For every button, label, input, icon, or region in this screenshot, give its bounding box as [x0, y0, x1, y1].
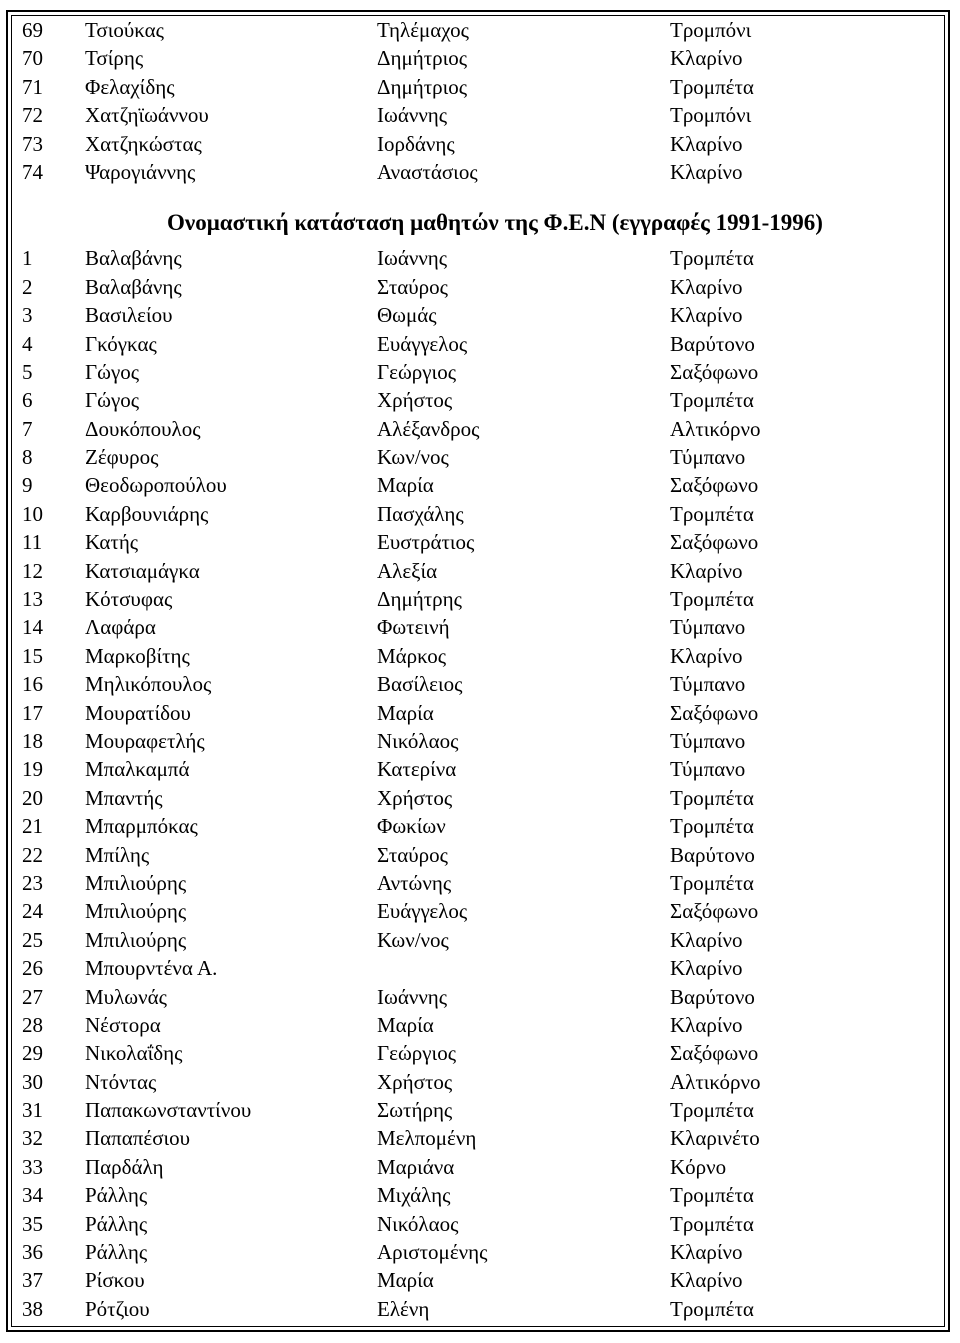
row-number: 32	[22, 1126, 43, 1151]
table-row	[0, 386, 960, 414]
first-name-cell: Σταύρος	[377, 842, 448, 867]
row-number: 12	[22, 558, 43, 583]
instrument-cell: Τρομπέτα	[670, 501, 754, 526]
instrument-cell: Τρομπέτα	[670, 870, 754, 895]
table-row	[0, 330, 960, 358]
table-row	[0, 158, 960, 186]
instrument-cell: Τρομπόνι	[670, 103, 752, 128]
surname-cell: Μπουρντένα Α.	[85, 956, 218, 981]
first-name-cell: Αναστάσιος	[377, 159, 478, 184]
table-row	[0, 1011, 960, 1039]
first-name-cell: Ιωάννης	[377, 984, 448, 1009]
first-name-cell: Πασχάλης	[377, 501, 464, 526]
surname-cell: Χατζηκώστας	[85, 131, 202, 156]
surname-cell: Μπιλιούρης	[85, 927, 187, 952]
section-heading: Ονομαστική κατάσταση μαθητών της Φ.Ε.Ν (εγγραφές 1991-1996)	[167, 210, 823, 236]
row-number: 2	[22, 274, 33, 299]
instrument-cell: Τρομπόνι	[670, 18, 752, 42]
first-name-cell: Κων/νος	[377, 927, 449, 952]
instrument-cell: Σαξόφωνο	[670, 530, 759, 555]
surname-cell: Μπιλιούρης	[85, 870, 187, 895]
instrument-cell: Τύμπανο	[670, 728, 746, 753]
instrument-cell: Κλαρίνο	[670, 274, 743, 299]
first-name-cell: Νικόλαος	[377, 728, 459, 753]
first-name-cell: Μαρία	[377, 700, 434, 725]
instrument-cell: Αλτικόρνο	[670, 416, 761, 441]
surname-cell: Ζέφυρος	[85, 445, 159, 470]
surname-cell: Νέστορα	[85, 1012, 161, 1037]
surname-cell: Ράλλης	[85, 1183, 148, 1208]
surname-cell: Κότσυφας	[85, 587, 173, 612]
table-row	[0, 415, 960, 443]
surname-cell: Βασιλείου	[85, 303, 173, 328]
surname-cell: Μπίλης	[85, 842, 150, 867]
surname-cell: Μπαρμπόκας	[85, 814, 198, 839]
surname-cell: Γκόγκας	[85, 331, 157, 356]
instrument-cell: Τρομπέτα	[670, 1211, 754, 1236]
instrument-cell: Αλτικόρνο	[670, 1069, 761, 1094]
first-name-cell: Κατερίνα	[377, 757, 457, 782]
surname-cell: Παπακωνσταντίνου	[85, 1098, 252, 1123]
row-number: 72	[22, 103, 43, 128]
row-number: 14	[22, 615, 43, 640]
first-name-cell: Αντώνης	[377, 870, 452, 895]
table-row	[0, 1181, 960, 1209]
first-name-cell: Βασίλειος	[377, 672, 463, 697]
first-name-cell: Νικόλαος	[377, 1211, 459, 1236]
first-name-cell: Μιχάλης	[377, 1183, 451, 1208]
row-number: 30	[22, 1069, 43, 1094]
table-row	[0, 755, 960, 783]
instrument-cell: Σαξόφωνο	[670, 899, 759, 924]
first-name-cell: Ευάγγελος	[377, 331, 468, 356]
table-row	[0, 841, 960, 869]
row-number: 26	[22, 956, 43, 981]
row-number: 7	[22, 416, 33, 441]
first-name-cell: Θωμάς	[377, 303, 437, 328]
table-row	[0, 1039, 960, 1067]
table-row	[0, 130, 960, 158]
row-number: 38	[22, 1296, 43, 1321]
surname-cell: Μηλικόπουλος	[85, 672, 212, 697]
row-number: 33	[22, 1154, 43, 1179]
instrument-cell: Κλαρίνο	[670, 927, 743, 952]
table-row	[0, 1238, 960, 1266]
table-row	[0, 1096, 960, 1124]
table-row	[0, 500, 960, 528]
surname-cell: Ρότζιου	[85, 1296, 150, 1321]
instrument-cell: Κλαρίνο	[670, 159, 743, 184]
row-number: 15	[22, 643, 43, 668]
surname-cell: Γώγος	[85, 388, 140, 413]
first-name-cell: Μαρία	[377, 473, 434, 498]
table-row	[0, 1124, 960, 1152]
row-number: 25	[22, 927, 43, 952]
first-name-cell: Μάρκος	[377, 643, 447, 668]
table-row	[0, 983, 960, 1011]
surname-cell: Παρδάλη	[85, 1154, 164, 1179]
first-name-cell: Αλέξανδρος	[377, 416, 480, 441]
surname-cell: Φελαχίδης	[85, 74, 175, 99]
instrument-cell: Κόρνο	[670, 1154, 727, 1179]
surname-cell: Θεοδωροπούλου	[85, 473, 227, 498]
surname-cell: Μυλωνάς	[85, 984, 167, 1009]
row-number: 35	[22, 1211, 43, 1236]
surname-cell: Ράλλης	[85, 1211, 148, 1236]
surname-cell: Νικολαΐδης	[85, 1041, 183, 1066]
row-number: 23	[22, 870, 43, 895]
table-row	[0, 642, 960, 670]
first-name-cell: Ιορδάνης	[377, 131, 455, 156]
instrument-cell: Κλαρίνο	[670, 643, 743, 668]
first-name-cell: Μαριάνα	[377, 1154, 455, 1179]
table-row	[0, 273, 960, 301]
surname-cell: Κατσιαμάγκα	[85, 558, 200, 583]
row-number: 13	[22, 587, 43, 612]
first-name-cell: Γεώργιος	[377, 1041, 457, 1066]
first-name-cell: Μελπομένη	[377, 1126, 477, 1151]
surname-cell: Καρβουνιάρης	[85, 501, 209, 526]
instrument-cell: Τρομπέτα	[670, 74, 754, 99]
surname-cell: Βαλαβάνης	[85, 246, 182, 271]
instrument-cell: Βαρύτονο	[670, 842, 755, 867]
table-row	[0, 670, 960, 698]
surname-cell: Μουρατίδου	[85, 700, 191, 725]
surname-cell: Κατής	[85, 530, 139, 555]
table-row	[0, 301, 960, 329]
first-name-cell: Τηλέμαχος	[377, 18, 469, 42]
instrument-cell: Βαρύτονο	[670, 984, 755, 1009]
table-row	[0, 1295, 960, 1323]
row-number: 10	[22, 501, 43, 526]
instrument-cell: Σαξόφωνο	[670, 473, 759, 498]
row-number: 6	[22, 388, 33, 413]
instrument-cell: Σαξόφωνο	[670, 700, 759, 725]
first-name-cell: Δημήτριος	[377, 46, 468, 71]
instrument-cell: Τύμπανο	[670, 615, 746, 640]
instrument-cell: Σαξόφωνο	[670, 359, 759, 384]
table-row	[0, 44, 960, 72]
table-row	[0, 16, 960, 44]
first-name-cell: Δημήτρης	[377, 587, 462, 612]
row-number: 34	[22, 1183, 43, 1208]
row-number: 20	[22, 785, 43, 810]
table-row	[0, 926, 960, 954]
table-row	[0, 1153, 960, 1181]
first-name-cell: Γεώργιος	[377, 359, 457, 384]
instrument-cell: Κλαρίνο	[670, 558, 743, 583]
instrument-cell: Τύμπανο	[670, 757, 746, 782]
row-number: 8	[22, 445, 33, 470]
first-name-cell: Ευάγγελος	[377, 899, 468, 924]
first-name-cell: Χρήστος	[377, 785, 453, 810]
table-row	[0, 528, 960, 556]
table-row	[0, 727, 960, 755]
first-name-cell: Χρήστος	[377, 388, 453, 413]
first-name-cell: Μαρία	[377, 1268, 434, 1293]
instrument-cell: Τρομπέτα	[670, 1183, 754, 1208]
instrument-cell: Τρομπέτα	[670, 1296, 754, 1321]
row-number: 27	[22, 984, 43, 1009]
instrument-cell: Κλαρίνο	[670, 131, 743, 156]
row-number: 74	[22, 159, 43, 184]
row-number: 36	[22, 1240, 43, 1265]
row-number: 17	[22, 700, 43, 725]
table-row	[0, 443, 960, 471]
table-row	[0, 73, 960, 101]
row-number: 24	[22, 899, 43, 924]
row-number: 1	[22, 246, 33, 271]
table-row	[0, 1266, 960, 1294]
row-number: 71	[22, 74, 43, 99]
row-number: 31	[22, 1098, 43, 1123]
table-row	[0, 1210, 960, 1238]
table-row	[0, 954, 960, 982]
first-name-cell: Χρήστος	[377, 1069, 453, 1094]
table-row	[0, 1068, 960, 1096]
table-row	[0, 358, 960, 386]
surname-cell: Μπαλκαμπά	[85, 757, 190, 782]
surname-cell: Τσίρης	[85, 46, 144, 71]
instrument-cell: Τρομπέτα	[670, 785, 754, 810]
student-list	[0, 16, 960, 1323]
first-name-cell: Μαρία	[377, 1012, 434, 1037]
surname-cell: Τσιούκας	[85, 18, 164, 42]
surname-cell: Ράλλης	[85, 1240, 148, 1265]
first-name-cell: Φωκίων	[377, 814, 446, 839]
surname-cell: Λαφάρα	[85, 615, 156, 640]
enrollment-list	[0, 244, 960, 1323]
instrument-cell: Τρομπέτα	[670, 1098, 754, 1123]
row-number: 28	[22, 1012, 43, 1037]
surname-cell: Μπαντής	[85, 785, 163, 810]
row-number: 5	[22, 359, 33, 384]
instrument-cell: Κλαρίνο	[670, 956, 743, 981]
first-name-cell: Δημήτριος	[377, 74, 468, 99]
first-name-cell: Ελένη	[377, 1296, 430, 1321]
surname-cell: Μπιλιούρης	[85, 899, 187, 924]
instrument-cell: Κλαρινέτο	[670, 1126, 760, 1151]
table-row	[0, 869, 960, 897]
row-number: 21	[22, 814, 43, 839]
instrument-cell: Σαξόφωνο	[670, 1041, 759, 1066]
previous-list-continuation	[0, 16, 960, 186]
surname-cell: Βαλαβάνης	[85, 274, 182, 299]
table-row	[0, 613, 960, 641]
instrument-cell: Τρομπέτα	[670, 814, 754, 839]
instrument-cell: Κλαρίνο	[670, 46, 743, 71]
row-number: 37	[22, 1268, 43, 1293]
surname-cell: Ρίσκου	[85, 1268, 145, 1293]
row-number: 11	[22, 530, 43, 555]
table-row	[0, 244, 960, 272]
instrument-cell: Κλαρίνο	[670, 1012, 743, 1037]
instrument-cell: Τύμπανο	[670, 672, 746, 697]
row-number: 70	[22, 46, 43, 71]
first-name-cell: Αλεξία	[377, 558, 438, 583]
first-name-cell: Σωτήρης	[377, 1098, 453, 1123]
row-number: 3	[22, 303, 33, 328]
instrument-cell: Τρομπέτα	[670, 587, 754, 612]
table-row	[0, 812, 960, 840]
row-number: 16	[22, 672, 43, 697]
row-number: 29	[22, 1041, 43, 1066]
row-number: 19	[22, 757, 43, 782]
row-number: 18	[22, 728, 43, 753]
instrument-cell: Τρομπέτα	[670, 388, 754, 413]
surname-cell: Ντόντας	[85, 1069, 157, 1094]
first-name-cell: Ιωάννης	[377, 103, 448, 128]
table-row	[0, 784, 960, 812]
table-row	[0, 585, 960, 613]
row-number: 69	[22, 18, 43, 42]
surname-cell: Γώγος	[85, 359, 140, 384]
first-name-cell: Φωτεινή	[377, 615, 450, 640]
instrument-cell: Τύμπανο	[670, 445, 746, 470]
table-row	[0, 471, 960, 499]
instrument-cell: Κλαρίνο	[670, 1268, 743, 1293]
surname-cell: Μουραφετλής	[85, 728, 205, 753]
instrument-cell: Κλαρίνο	[670, 303, 743, 328]
first-name-cell: Σταύρος	[377, 274, 448, 299]
table-row	[0, 101, 960, 129]
first-name-cell: Αριστομένης	[377, 1240, 488, 1265]
instrument-cell: Κλαρίνο	[670, 1240, 743, 1265]
table-row	[0, 897, 960, 925]
surname-cell: Χατζηϊωάννου	[85, 103, 209, 128]
first-name-cell: Ιωάννης	[377, 246, 448, 271]
row-number: 9	[22, 473, 33, 498]
surname-cell: Ψαρογιάννης	[85, 159, 196, 184]
row-number: 4	[22, 331, 33, 356]
table-row	[0, 699, 960, 727]
surname-cell: Δουκόπουλος	[85, 416, 201, 441]
section-spacer	[0, 186, 960, 202]
table-row	[0, 557, 960, 585]
surname-cell: Μαρκοβίτης	[85, 643, 190, 668]
instrument-cell: Βαρύτονο	[670, 331, 755, 356]
instrument-cell: Τρομπέτα	[670, 246, 754, 271]
row-number: 73	[22, 131, 43, 156]
surname-cell: Παπαπέσιου	[85, 1126, 191, 1151]
row-number: 22	[22, 842, 43, 867]
first-name-cell: Ευστράτιος	[377, 530, 475, 555]
first-name-cell: Κων/νος	[377, 445, 449, 470]
